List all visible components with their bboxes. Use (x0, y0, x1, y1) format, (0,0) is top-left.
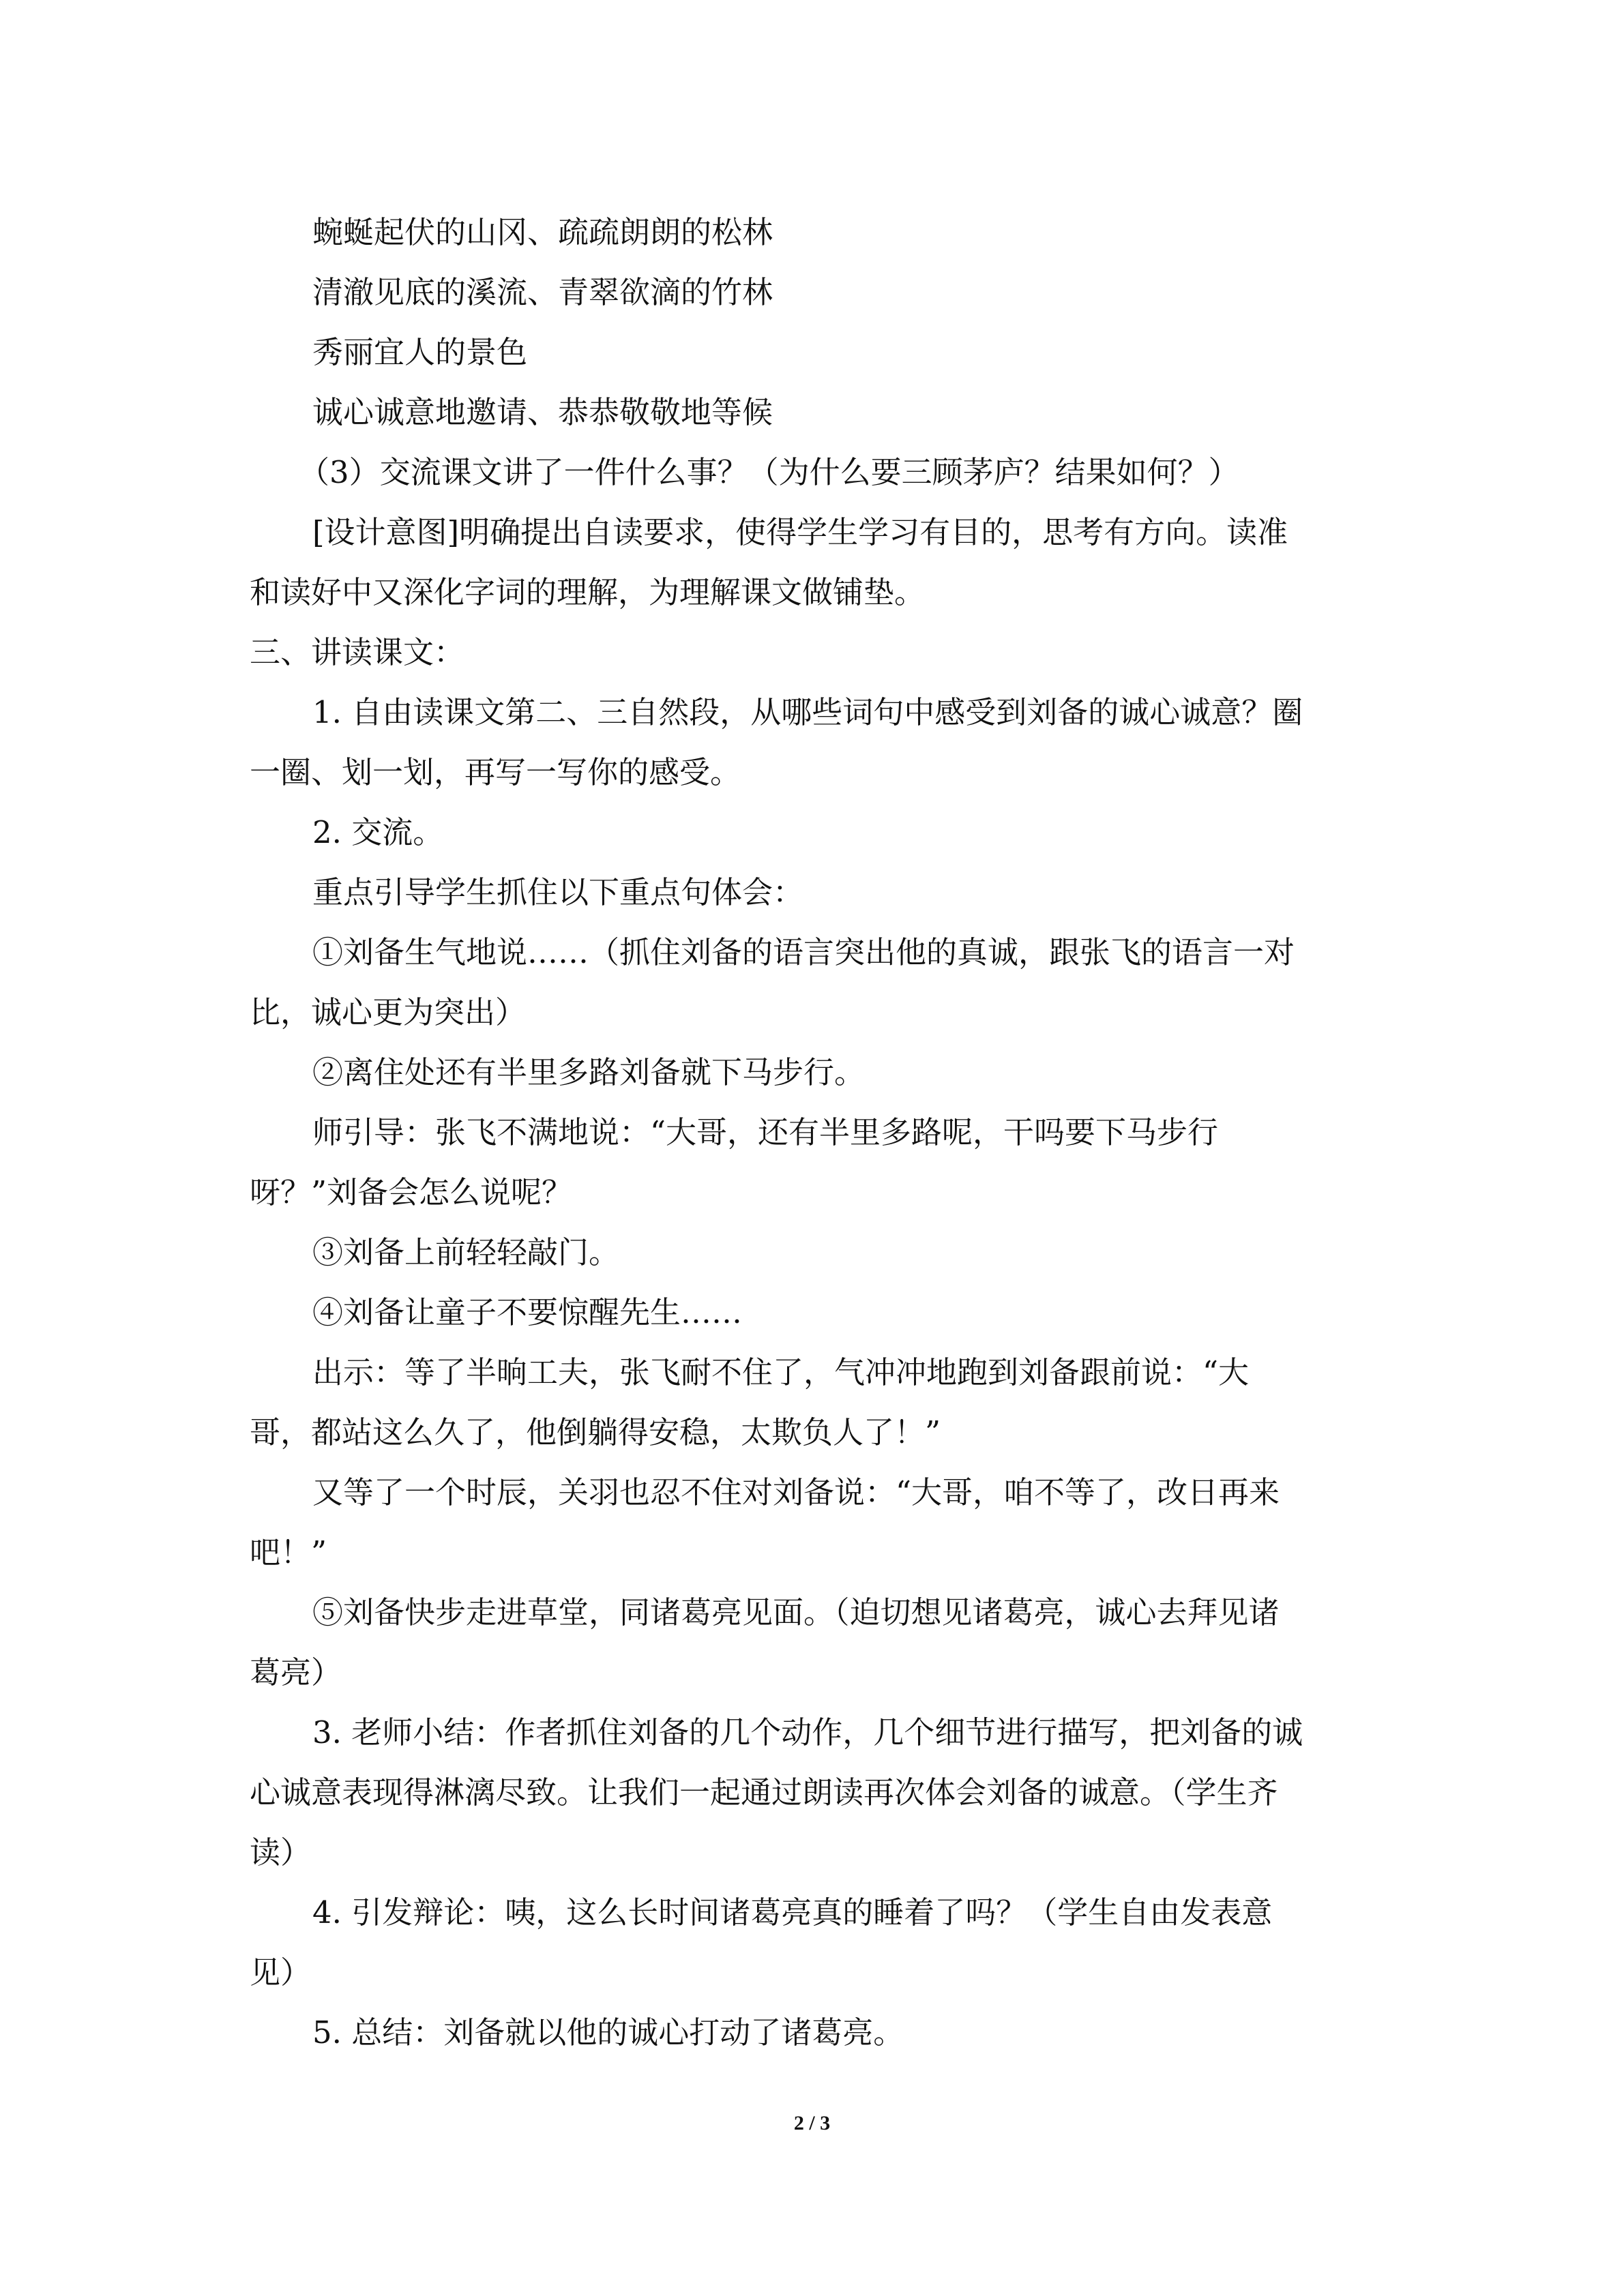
text-line: 见） (250, 1954, 312, 1991)
text-line: 蜿蜒起伏的山冈、疏疏朗朗的松林 (312, 214, 773, 250)
text-line: ⑤刘备快步走进草堂，同诸葛亮见面。（迫切想见诸葛亮，诚心去拜见诸 (312, 1594, 1280, 1630)
text-line: 诚心诚意地邀请、恭恭敬敬地等候 (312, 394, 773, 430)
text-line: （3）交流课文讲了一件什么事？（为什么要三顾茅庐？结果如何？） (299, 454, 1239, 490)
text-line: 和读好中又深化字词的理解，为理解课文做铺垫。 (250, 574, 926, 610)
text-line: 吧！” (250, 1534, 327, 1570)
text-line: 秀丽宜人的景色 (312, 334, 528, 370)
text-line: 1. 自由读课文第二、三自然段，从哪些词句中感受到刘备的诚心诚意？圈 (312, 694, 1303, 730)
text-line: 比，诚心更为突出） (250, 994, 527, 1030)
text-line: ④刘备让童子不要惊醒先生…… (312, 1294, 743, 1330)
section-heading: 三、讲读课文： (250, 634, 465, 670)
text-line: ②离住处还有半里多路刘备就下马步行。 (312, 1054, 866, 1090)
text-line: [设计意图]明确提出自读要求，使得学生学习有目的，思考有方向。读准 (312, 514, 1288, 550)
text-line: 4. 引发辩论：咦，这么长时间诸葛亮真的睡着了吗？（学生自由发表意 (312, 1894, 1273, 1930)
text-line: 读） (250, 1834, 312, 1870)
text-line: 又等了一个时辰，关羽也忍不住对刘备说：“大哥，咱不等了，改日再来 (312, 1474, 1280, 1510)
text-line: ①刘备生气地说……（抓住刘备的语言突出他的真诚，跟张飞的语言一对 (312, 934, 1295, 970)
text-line: 重点引导学生抓住以下重点句体会： (312, 874, 804, 910)
text-line: 清澈见底的溪流、青翠欲滴的竹林 (312, 274, 773, 310)
page-number: 2 / 3 (793, 2112, 831, 2134)
text-line: ③刘备上前轻轻敲门。 (312, 1234, 620, 1270)
text-line: 心诚意表现得淋漓尽致。让我们一起通过朗读再次体会刘备的诚意。（学生齐 (250, 1774, 1278, 1810)
text-line: 哥，都站这么久了，他倒躺得安稳，太欺负人了！” (250, 1414, 941, 1450)
text-line: 师引导：张飞不满地说：“大哥，还有半里多路呢，干吗要下马步行 (312, 1114, 1219, 1150)
text-line: 2. 交流。 (312, 814, 444, 850)
text-line: 出示：等了半晌工夫，张飞耐不住了，气冲冲地跑到刘备跟前说：“大 (312, 1354, 1250, 1390)
text-line: 一圈、划一划，再写一写你的感受。 (250, 754, 741, 790)
text-line: 5. 总结：刘备就以他的诚心打动了诸葛亮。 (312, 2014, 904, 2051)
text-line: 呀？”刘备会怎么说呢？ (250, 1174, 573, 1210)
text-line: 3. 老师小结：作者抓住刘备的几个动作，几个细节进行描写，把刘备的诚 (312, 1714, 1303, 1750)
text-line: 葛亮） (250, 1654, 342, 1690)
